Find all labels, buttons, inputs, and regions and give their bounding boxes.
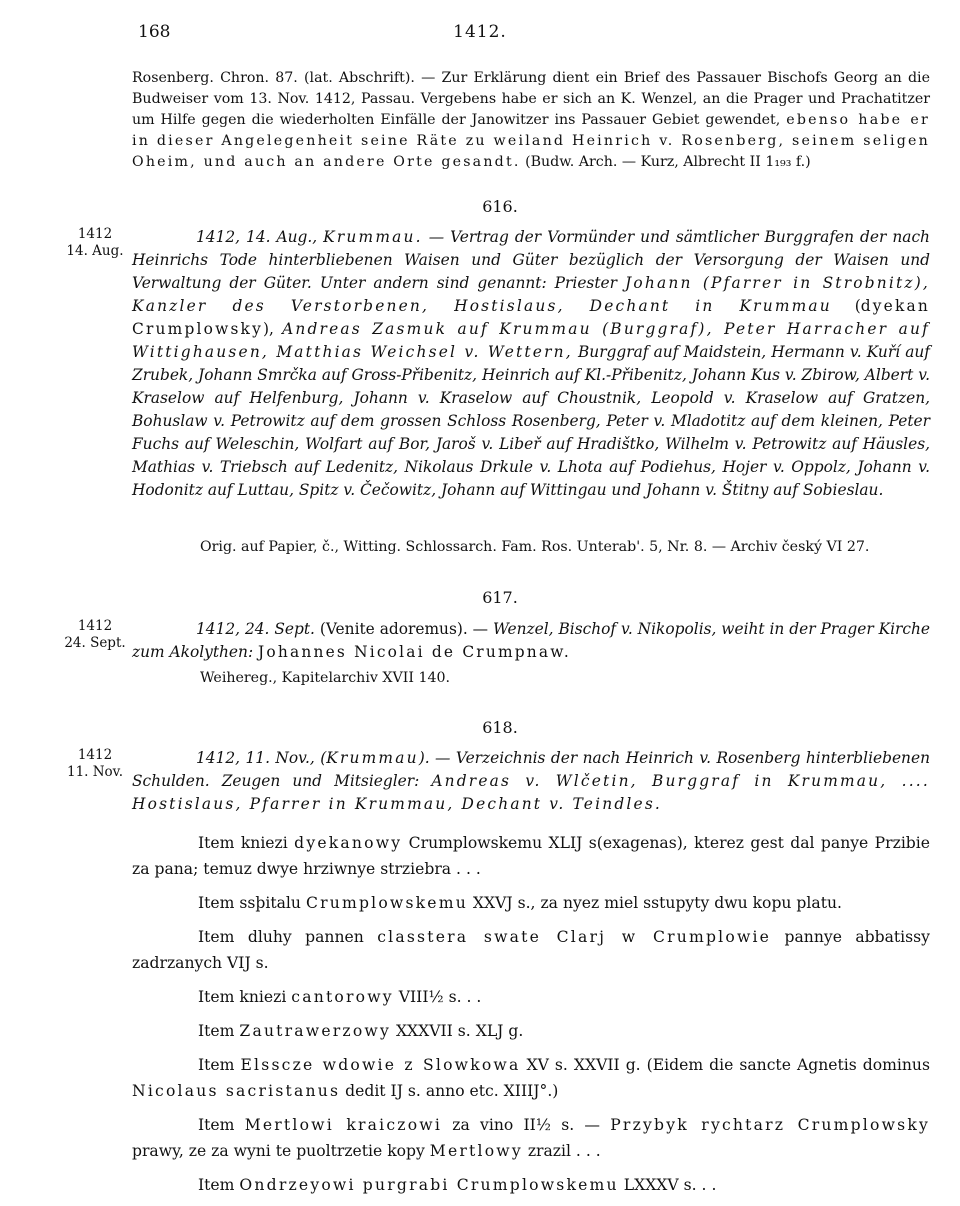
- entry-618-paragraph: [132, 747, 930, 816]
- text-segment: cantorowy: [291, 988, 394, 1006]
- text-segment: ). — Verzeichnis der nach Heinrich v. Rosenberg hinterbliebenen Schulden. Zeugen und Mitsiegler:: [132, 749, 930, 790]
- list-item: [132, 1172, 930, 1198]
- list-item: [132, 924, 930, 976]
- text-segment: Andreas Zasmuk auf Krummau (Burggraf), Peter Harracher auf Wittighausen, Matthias Weichsel v. Wettern,: [132, 320, 930, 361]
- list-item: [132, 1112, 930, 1164]
- text-segment: (: [831, 297, 861, 315]
- margin-date-617: [60, 618, 130, 652]
- text-segment: za vino II½ s. —: [442, 1116, 611, 1134]
- text-segment: Item kniezi: [198, 834, 295, 852]
- text-segment: Item: [198, 1056, 241, 1074]
- text-segment: Burggraf auf Maidstein, Hermann v. Kuří auf Zrubek, Johann Smrčka auf Gross-Přibenitz, Heinrich auf Kl.-Přibenitz, Johann Kus v. Zbirow, Albert v. Kraselow auf Helfenburg, Johann v. Kraselow auf Choustnik, Leopold v. Kraselow auf Gratzen, Bohuslaw v. Petrowitz auf dem grossen Schloss Rosenberg, Peter v. Mladotitz auf dem kleinen, Peter Fuchs auf Weleschin, Wolfart auf Bor, Jaroš v. Libeř auf Hradištko, Wilhelm v. Petrowitz auf Häusles, Mathias v. Triebsch auf Ledenitz, Nikolaus Drkule v. Lhota auf Podiehus, Hojer v. Oppolz, Johann v. Hodonitz auf Luttau, Spitz v. Čečowitz, Johann auf Wittingau und Johann v. Štitny auf Sobieslau.: [132, 343, 931, 499]
- text-segment: Item kniezi: [198, 988, 292, 1006]
- list-item: [132, 1018, 930, 1044]
- margin-date-616: [60, 226, 130, 260]
- text-segment: Krummau.: [323, 228, 423, 246]
- margin-year: 1412: [77, 618, 113, 634]
- text-segment: (Budw. Arch. — Kurz, Albrecht II 1₁₉₃ f.): [520, 154, 811, 170]
- text-segment: Krummau: [326, 749, 419, 767]
- text-segment: Item: [198, 1116, 245, 1134]
- text-segment: Mertlowi kraiczowi: [244, 1116, 443, 1134]
- margin-day: 11. Nov.: [66, 764, 124, 780]
- text-segment: classtera swate Clarj w Crumplowie: [377, 928, 772, 946]
- text-segment: Johannes Nicolai de Crumpnaw.: [258, 643, 571, 661]
- entry-616-source: Orig. auf Papier, č., Witting. Schlossarch. Fam. Ros. Unterab'. 5, Nr. 8. — Archiv český VI 27.: [200, 539, 870, 555]
- list-item: [132, 890, 930, 916]
- text-segment: Wenzel, Bischof v. Nikopolis, weiht in der Prager Kirche zum Akolythen:: [132, 620, 930, 661]
- text-segment: — Vertrag der Vormünder und sämtlicher Burggrafen der nach Heinrichs Tode hinterbliebenen Waisen und Güter bezüglich der Versorgung der Waisen und Verwaltung der Güter. Unter andern sind genannt: Priester: [132, 228, 930, 292]
- text-segment: VIII½ s. . .: [393, 988, 482, 1006]
- entry-number-617: 617.: [482, 588, 518, 607]
- entry-617-source: Weihereg., Kapitelarchiv XVII 140.: [200, 670, 451, 686]
- text-segment: ),: [262, 320, 283, 338]
- list-item: [132, 1052, 930, 1104]
- text-segment: Item ssþitalu: [198, 894, 306, 912]
- page-number: 168: [138, 22, 171, 42]
- text-segment: Item: [198, 1176, 240, 1194]
- intro-note: [132, 68, 930, 173]
- text-segment: dyekan Crumplowsky: [132, 297, 930, 338]
- margin-year: 1412: [77, 747, 113, 763]
- margin-day: 24. Sept.: [64, 635, 126, 651]
- text-segment: Johann (Pfarrer in Strobnitz), Kanzler des Verstorbenen, Hostislaus, Dechant in Krummau: [132, 274, 930, 315]
- text-segment: ebenso habe er in dieser Angelegenheit seine Räte zu weiland Heinrich v. Rosenberg, seinem seligen Oheim, und auch an andere Orte gesandt.: [132, 112, 930, 170]
- text-segment: Item: [198, 1022, 240, 1040]
- text-segment: Mertlowy: [429, 1142, 523, 1160]
- text-segment: dedit IJ s. anno etc. XIIIJ°.): [340, 1082, 559, 1100]
- text-segment: Item dluhy pannen: [198, 928, 378, 946]
- entry-618-text: [132, 747, 930, 816]
- text-segment: 1412, 24. Sept.: [196, 620, 315, 638]
- entry-618-items: [132, 830, 930, 1206]
- page-header: [0, 22, 960, 46]
- text-segment: Elsscze wdowie z Slowkowa: [240, 1056, 521, 1074]
- text-segment: 1412, 14. Aug.,: [196, 228, 324, 246]
- text-segment: Przybyk rychtarz Crumplowsky: [610, 1116, 930, 1134]
- text-segment: LXXXV s. . .: [618, 1176, 717, 1194]
- intro-note-text: [132, 68, 930, 173]
- margin-day: 14. Aug.: [66, 243, 124, 259]
- text-segment: Andreas v. Wlčetin, Burggraf in Krummau, .... Hostislaus, Pfarrer in Krummau, Dechant v. Teindles.: [132, 772, 930, 813]
- list-item: [132, 984, 930, 1010]
- text-segment: (Venite adoremus). —: [314, 620, 493, 638]
- text-segment: Nicolaus sacristanus: [132, 1082, 341, 1100]
- text-segment: XV s. XXVII g. (Eidem die sancte Agnetis dominus: [520, 1056, 930, 1074]
- entry-number-618: 618.: [482, 718, 518, 737]
- entry-616-paragraph: [132, 226, 930, 502]
- text-segment: Zautrawerzowy: [239, 1022, 391, 1040]
- entry-617-paragraph: [132, 618, 930, 664]
- text-segment: 1412, 11. Nov., (: [196, 749, 327, 767]
- margin-year: 1412: [77, 226, 113, 242]
- entry-617-text: [132, 618, 930, 664]
- text-segment: Rosenberg. Chron. 87. (lat. Abschrift). — Zur Erklärung dient ein Brief des Passauer Bischofs Georg an die Budweiser vom 13. Nov. 1412, Passau. Vergebens habe er sich an K. Wenzel, an die Prager und Prachatitzer um Hilfe gegen die wiederholten Einfälle der Janowitzer ins Passauer Gebiet gewendet,: [132, 70, 930, 128]
- text-segment: XXVJ s., za nyez miel sstupyty dwu kopu platu.: [467, 894, 842, 912]
- text-segment: Crumplowskemu: [305, 894, 468, 912]
- text-segment: pannye abbatissy zadrzanych VIJ s.: [132, 928, 930, 972]
- text-segment: Crumplowskemu XLIJ s(exagenas), kterez gest dal panye Przibie za pana; temuz dwye hrziwnye strziebra . . .: [132, 834, 931, 878]
- entry-number-616: 616.: [482, 197, 518, 216]
- margin-date-618: [60, 747, 130, 781]
- entry-616-text: [132, 226, 930, 502]
- running-head-year: 1412.: [453, 22, 507, 42]
- text-segment: dyekanowy: [294, 834, 403, 852]
- list-item: [132, 830, 930, 882]
- text-segment: XXXVII s. XLJ g.: [391, 1022, 524, 1040]
- text-segment: zrazil . . .: [522, 1142, 601, 1160]
- text-segment: prawy, ze za wyni te puoltrzetie kopy: [132, 1142, 430, 1160]
- text-segment: Ondrzeyowi purgrabi Crumplowskemu: [239, 1176, 619, 1194]
